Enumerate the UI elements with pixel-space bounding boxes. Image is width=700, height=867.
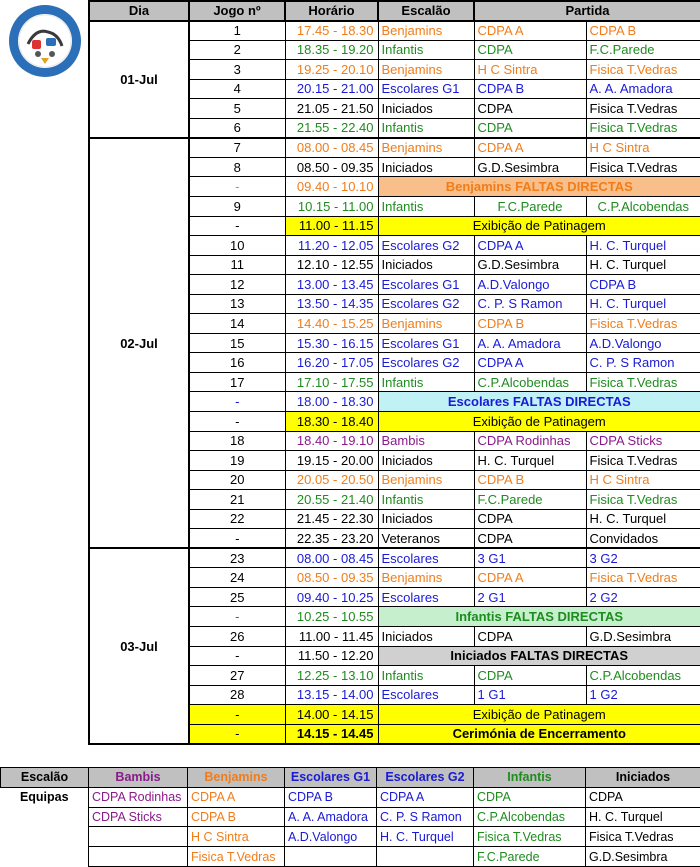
team-a: CDPA [474,666,586,686]
game-number: 21 [189,490,285,510]
team-a: A. A. Amadora [474,333,586,353]
game-number: 2 [189,40,285,60]
game-category: Iniciados [378,157,474,177]
game-time: 17.45 - 18.30 [285,21,378,41]
schedule-row [89,21,700,41]
event-banner: Exibição de Patinagem [378,411,700,431]
team-b: F.C.Parede [586,40,700,60]
legend-row [1,847,700,867]
legend-team: G.D.Sesimbra [586,847,700,867]
team-a: H. C. Turquel [474,451,586,471]
game-category: Benjamins [378,470,474,490]
game-time: 22.35 - 23.20 [285,529,378,549]
legend-team: C. P. S Ramon [377,807,474,827]
game-category: Infantis [378,490,474,510]
team-b: 1 G2 [586,685,700,705]
game-number: 25 [189,587,285,607]
game-category: Veteranos [378,529,474,549]
team-a: H C Sintra [474,60,586,80]
game-number: 7 [189,138,285,158]
game-time: 19.15 - 20.00 [285,451,378,471]
game-number: 1 [189,21,285,41]
legend-team: Fisica T.Vedras [586,827,700,847]
team-b: Fisica T.Vedras [586,372,700,392]
game-number: 27 [189,666,285,686]
day-label: 01-Jul [89,21,189,138]
legend-team: CDPA Rodinhas [89,787,188,807]
team-b: Fisica T.Vedras [586,490,700,510]
team-b: Fisica T.Vedras [586,118,700,138]
game-time: 18.35 - 19.20 [285,40,378,60]
team-a: CDPA B [474,314,586,334]
event-banner: Cerimónia de Encerramento [378,724,700,744]
team-a: 1 G1 [474,685,586,705]
team-b: H. C. Turquel [586,509,700,529]
legend-corner-label: Escalão [1,768,89,788]
game-category: Escolares G2 [378,294,474,314]
team-a: A.D.Valongo [474,275,586,295]
header-partida: Partida [474,1,700,21]
game-number: 8 [189,157,285,177]
schedule-header-row [89,1,700,21]
game-time: 09.40 - 10.10 [285,177,378,197]
game-number: 13 [189,294,285,314]
event-banner: Escolares FALTAS DIRECTAS [378,392,700,412]
game-category: Escolares G2 [378,353,474,373]
schedule-row [89,138,700,158]
legend-team [377,847,474,867]
legend-body [1,768,700,867]
header-dia: Dia [89,1,189,21]
game-category: Benjamins [378,314,474,334]
schedule-row [89,548,700,568]
game-time: 11.50 - 12.20 [285,646,378,666]
game-category: Infantis [378,196,474,216]
team-b: H. C. Turquel [586,294,700,314]
event-banner: Benjamins FALTAS DIRECTAS [378,177,700,197]
game-number: - [189,216,285,236]
game-number: 15 [189,333,285,353]
team-b: 2 G2 [586,587,700,607]
legend-team: CDPA B [188,807,285,827]
game-time: 21.55 - 22.40 [285,118,378,138]
team-b: Fisica T.Vedras [586,314,700,334]
event-banner: Infantis FALTAS DIRECTAS [378,607,700,627]
day-label: 03-Jul [89,548,189,743]
team-a: 3 G1 [474,548,586,568]
team-a: CDPA [474,40,586,60]
game-time: 14.00 - 14.15 [285,705,378,725]
game-number: - [189,177,285,197]
game-category: Bambis [378,431,474,451]
game-time: 12.25 - 13.10 [285,666,378,686]
game-number: - [189,724,285,744]
legend-row [1,827,700,847]
legend-team: H. C. Turquel [586,807,700,827]
team-a: F.C.Parede [474,490,586,510]
game-time: 20.05 - 20.50 [285,470,378,490]
team-b: G.D.Sesimbra [586,627,700,647]
game-category: Escolares [378,587,474,607]
legend-blank-cell [1,847,89,867]
legend-blank-cell [1,827,89,847]
legend-team: Fisica T.Vedras [474,827,586,847]
game-category: Escolares [378,548,474,568]
game-number: 14 [189,314,285,334]
header-jogo: Jogo nº [189,1,285,21]
header-horario: Horário [285,1,378,21]
legend-category: Escolares G2 [377,768,474,788]
legend-team [285,847,377,867]
club-logo [8,4,82,78]
game-category: Iniciados [378,627,474,647]
legend-team: CDPA B [285,787,377,807]
legend-team: F.C.Parede [474,847,586,867]
legend-row [1,807,700,827]
game-category: Benjamins [378,138,474,158]
game-time: 14.40 - 15.25 [285,314,378,334]
game-number: 4 [189,79,285,99]
team-b: Fisica T.Vedras [586,60,700,80]
game-time: 11.20 - 12.05 [285,236,378,256]
legend-category: Escolares G1 [285,768,377,788]
team-b: C.P.Alcobendas [586,666,700,686]
game-category: Infantis [378,372,474,392]
game-category: Escolares G1 [378,333,474,353]
game-category: Iniciados [378,451,474,471]
team-b: CDPA B [586,21,700,41]
team-b: H C Sintra [586,138,700,158]
game-number: - [189,607,285,627]
header-escalao: Escalão [378,1,474,21]
legend-row [1,787,700,807]
team-a: CDPA A [474,353,586,373]
legend-category: Bambis [89,768,188,788]
game-number: 18 [189,431,285,451]
game-number: 9 [189,196,285,216]
legend-team: CDPA [474,787,586,807]
team-b: C. P. S Ramon [586,353,700,373]
game-time: 12.10 - 12.55 [285,255,378,275]
game-time: 10.25 - 10.55 [285,607,378,627]
legend-header-row [1,768,700,788]
game-category: Infantis [378,666,474,686]
team-a: CDPA A [474,568,586,588]
game-category: Escolares G2 [378,236,474,256]
game-time: 19.25 - 20.10 [285,60,378,80]
event-banner: Iniciados FALTAS DIRECTAS [378,646,700,666]
game-time: 11.00 - 11.45 [285,627,378,647]
team-b: Convidados [586,529,700,549]
team-a: G.D.Sesimbra [474,255,586,275]
game-time: 13.15 - 14.00 [285,685,378,705]
event-banner: Exibição de Patinagem [378,216,700,236]
game-number: 6 [189,118,285,138]
team-b: Fisica T.Vedras [586,157,700,177]
game-number: 28 [189,685,285,705]
legend-team: H. C. Turquel [377,827,474,847]
game-number: 24 [189,568,285,588]
legend-team: H C Sintra [188,827,285,847]
game-number: 22 [189,509,285,529]
game-time: 21.05 - 21.50 [285,99,378,119]
game-number: 11 [189,255,285,275]
game-number: 19 [189,451,285,471]
game-number: - [189,705,285,725]
team-b: H C Sintra [586,470,700,490]
game-category: Infantis [378,118,474,138]
legend-table [0,767,700,867]
team-a: CDPA B [474,79,586,99]
schedule-body [89,21,700,744]
game-number: 26 [189,627,285,647]
legend-category: Infantis [474,768,586,788]
game-time: 20.55 - 21.40 [285,490,378,510]
team-a: CDPA [474,509,586,529]
game-time: 08.00 - 08.45 [285,138,378,158]
team-b: Fisica T.Vedras [586,568,700,588]
game-category: Iniciados [378,509,474,529]
legend-team: C.P.Alcobendas [474,807,586,827]
game-time: 08.50 - 09.35 [285,568,378,588]
game-number: - [189,411,285,431]
game-time: 18.00 - 18.30 [285,392,378,412]
team-a: CDPA [474,118,586,138]
game-number: 20 [189,470,285,490]
day-label: 02-Jul [89,138,189,548]
game-time: 21.45 - 22.30 [285,509,378,529]
legend-team: A.D.Valongo [285,827,377,847]
game-time: 15.30 - 16.15 [285,333,378,353]
legend-team: A. A. Amadora [285,807,377,827]
team-a: CDPA [474,99,586,119]
team-a: CDPA A [474,21,586,41]
team-b: Fisica T.Vedras [586,99,700,119]
legend-team: CDPA A [377,787,474,807]
team-b: A.D.Valongo [586,333,700,353]
legend-team [89,847,188,867]
game-category: Iniciados [378,99,474,119]
team-a: CDPA B [474,470,586,490]
game-time: 17.10 - 17.55 [285,372,378,392]
game-time: 09.40 - 10.25 [285,587,378,607]
game-time: 20.15 - 21.00 [285,79,378,99]
game-time: 18.30 - 18.40 [285,411,378,431]
schedule-table [88,0,700,745]
team-a: C. P. S Ramon [474,294,586,314]
team-a: CDPA [474,627,586,647]
game-number: 12 [189,275,285,295]
game-number: 3 [189,60,285,80]
team-a: C.P.Alcobendas [474,372,586,392]
game-time: 11.00 - 11.15 [285,216,378,236]
team-b: A. A. Amadora [586,79,700,99]
legend-team: CDPA A [188,787,285,807]
game-number: - [189,646,285,666]
legend-row-label: Equipas [1,787,89,807]
legend-team [89,827,188,847]
game-category: Benjamins [378,60,474,80]
team-b: CDPA B [586,275,700,295]
legend-category: Iniciados [586,768,700,788]
game-category: Infantis [378,40,474,60]
game-category: Benjamins [378,568,474,588]
team-a: 2 G1 [474,587,586,607]
game-category: Escolares G1 [378,275,474,295]
game-number: 10 [189,236,285,256]
team-a: CDPA [474,529,586,549]
game-number: - [189,392,285,412]
team-b: H. C. Turquel [586,236,700,256]
game-number: - [189,529,285,549]
game-time: 13.00 - 13.45 [285,275,378,295]
game-time: 14.15 - 14.45 [285,724,378,744]
game-time: 10.15 - 11.00 [285,196,378,216]
legend-category: Benjamins [188,768,285,788]
team-b: C.P.Alcobendas [586,196,700,216]
team-a: CDPA Rodinhas [474,431,586,451]
team-a: G.D.Sesimbra [474,157,586,177]
game-number: 5 [189,99,285,119]
game-time: 08.00 - 08.45 [285,548,378,568]
legend-team: Fisica T.Vedras [188,847,285,867]
game-category: Escolares [378,685,474,705]
game-number: 17 [189,372,285,392]
legend-blank-cell [1,807,89,827]
team-b: 3 G2 [586,548,700,568]
game-category: Benjamins [378,21,474,41]
game-time: 18.40 - 19.10 [285,431,378,451]
game-number: 23 [189,548,285,568]
team-a: CDPA A [474,236,586,256]
game-time: 13.50 - 14.35 [285,294,378,314]
game-category: Escolares G1 [378,79,474,99]
team-b: CDPA Sticks [586,431,700,451]
team-b: Fisica T.Vedras [586,451,700,471]
game-time: 16.20 - 17.05 [285,353,378,373]
game-time: 08.50 - 09.35 [285,157,378,177]
team-b: H. C. Turquel [586,255,700,275]
game-category: Iniciados [378,255,474,275]
game-number: 16 [189,353,285,373]
legend-team: CDPA Sticks [89,807,188,827]
team-a: CDPA A [474,138,586,158]
legend-team: CDPA [586,787,700,807]
team-a: F.C.Parede [474,196,586,216]
event-banner: Exibição de Patinagem [378,705,700,725]
